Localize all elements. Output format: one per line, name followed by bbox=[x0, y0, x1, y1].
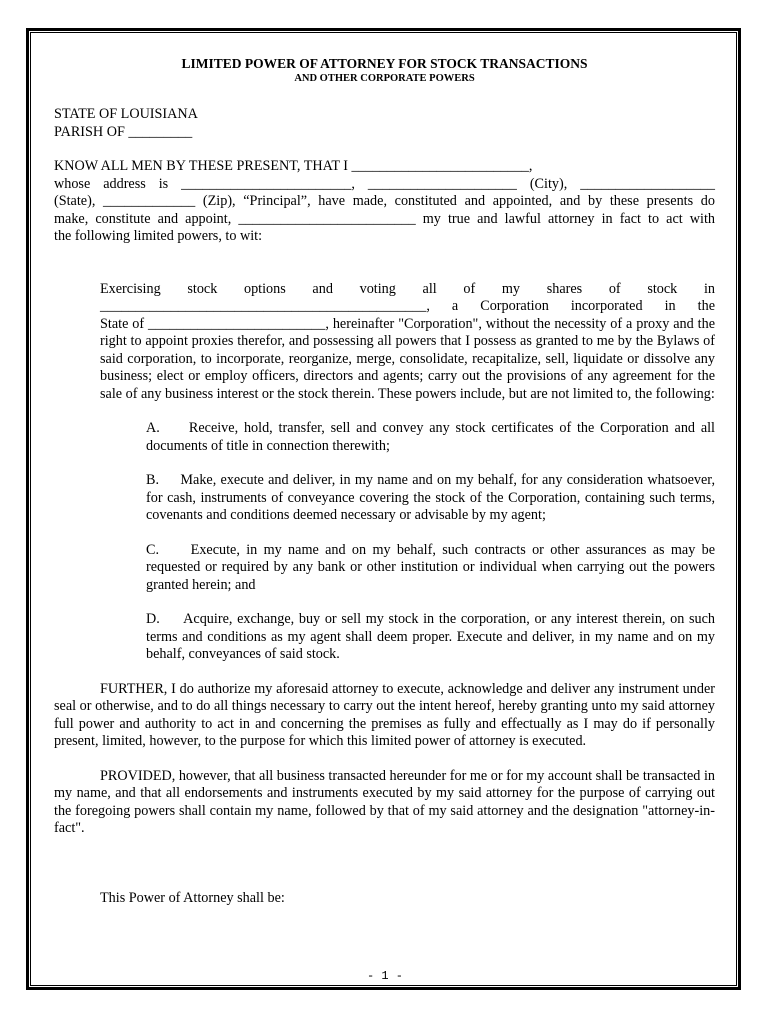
power-item-b-letter: B. bbox=[146, 472, 160, 488]
power-item-c bbox=[146, 542, 715, 595]
power-item-b-text bbox=[146, 472, 715, 525]
intro-paragraph bbox=[54, 158, 715, 246]
document-page bbox=[54, 56, 715, 907]
closing-line: This Power of Attorney shall be: bbox=[100, 889, 285, 906]
powers-line-2: ______________________________________________, a Corporation incorporated in the bbox=[100, 298, 715, 314]
page-number: - 1 - bbox=[366, 969, 403, 983]
power-item-b bbox=[146, 472, 715, 525]
power-item-a-body: Receive, hold, transfer, sell and convey any stock certificates of the Corporation and all documents of title in connection therewith; bbox=[146, 420, 716, 454]
power-item-c-body: Execute, in my name and on my behalf, such contracts or other assurances as may be requested or required by any bank or other institution or individual when carrying out the powers granted herein; and bbox=[146, 541, 716, 593]
power-item-d-body: Acquire, exchange, buy or sell my stock in the corporation, or any interest therein, on such terms and conditions as my agent shall deem proper. Execute and deliver, in my name and on my behalf, conveyances of said stock. bbox=[146, 611, 716, 662]
powers-body: State of _________________________, hereinafter "Corporation", without the necessity of a proxy and the right to appoint proxies therefor, and possessing all powers that I possess as granted to me by the Bylaws of said corporation, to incorporate, reorganize, merge, consolidate, recapitalize, sell, liquidate or dissolve any business; elect or employ officers, directors and agents; carry out the provisions of any agreement for the sale of any business interest or the stock therein. These powers include, but are not limited to, the following: bbox=[100, 315, 715, 402]
power-item-d-text bbox=[146, 611, 715, 664]
power-item-c-letter: C. bbox=[146, 541, 160, 558]
power-item-a-text bbox=[146, 420, 715, 455]
document-subtitle: AND OTHER CORPORATE POWERS bbox=[294, 73, 475, 84]
intro-line-3: (State), _____________ (Zip), “Principal”, have made, constituted and appointed, and by these presents do bbox=[54, 193, 715, 209]
power-item-d bbox=[146, 611, 715, 664]
state-line: STATE OF LOUISIANA bbox=[54, 106, 198, 122]
intro-line-1: KNOW ALL MEN BY THESE PRESENT, THAT I _________________________, bbox=[54, 158, 533, 174]
parish-line: PARISH OF _________ bbox=[54, 123, 193, 140]
power-item-d-letter: D. bbox=[146, 611, 160, 627]
provided-paragraph: PROVIDED, however, that all business transacted hereunder for me or for my account shall be transacted in my name, and that all endorsements and instruments executed by my said attorney for the purpose of carrying out the foregoing powers shall contain my name, followed by that of my said attorney and the designation "attorney-in-fact". bbox=[54, 767, 715, 836]
intro-line-2: whose address is ________________________, _____________________ (City), ___________________ bbox=[54, 175, 715, 192]
document-title: LIMITED POWER OF ATTORNEY FOR STOCK TRANSACTIONS bbox=[181, 56, 588, 71]
intro-line-5: the following limited powers, to wit: bbox=[54, 228, 263, 244]
intro-line-4: make, constitute and appoint, _________________________ my true and lawful attorney in fact to act with bbox=[54, 210, 715, 227]
power-item-a bbox=[146, 420, 715, 455]
power-item-a-letter: A. bbox=[146, 420, 160, 436]
powers-line-1: Exercising stock options and voting all of my shares of stock in bbox=[100, 280, 715, 297]
further-paragraph: FURTHER, I do authorize my aforesaid attorney to execute, acknowledge and deliver any instrument under seal or otherwise, and to do all things necessary to carry out the intent hereof, hereby granting unto my said attorney full power and authority to act in and concerning the premises as fully and effectually as I may do if personally present, limited, however, to the purpose for which this limited power of attorney is executed. bbox=[54, 680, 715, 749]
power-item-b-body: Make, execute and deliver, in my name and on my behalf, for any consideration whatsoever, for cash, instruments of conveyance covering the stock of the Corporation, containing such terms, covenants and conditions deemed necessary or advisable by my agent; bbox=[146, 472, 716, 523]
power-item-c-text bbox=[146, 542, 715, 595]
powers-paragraph bbox=[100, 281, 715, 404]
